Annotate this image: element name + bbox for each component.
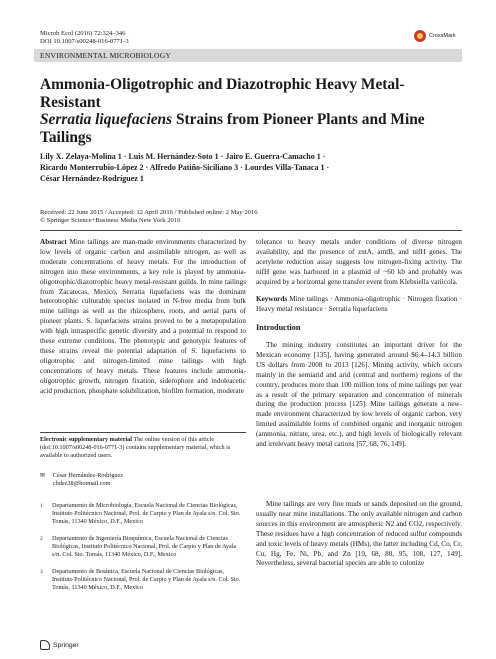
affiliation-number: 2 — [40, 536, 43, 542]
affiliation-2 — [40, 535, 246, 559]
authors-line-1: Lily X. Zelaya-Molina 1 · Luis M. Hernández-Soto 1 · Jairo E. Guerra-Camacho 1 · — [40, 152, 326, 161]
publication-dates — [40, 209, 460, 225]
publisher-logo — [40, 640, 79, 650]
esm-divider — [40, 432, 246, 433]
crossmark-icon — [414, 30, 426, 42]
introduction-heading: Introduction — [256, 323, 301, 332]
title-line-1: Ammonia-Oligotrophic and Diazotrophic Heavy Metal-Resistant — [40, 76, 405, 111]
email-icon: ✉ — [40, 472, 46, 479]
dates-line-1: Received: 22 June 2015 / Accepted: 12 April 2016 / Published online: 2 May 2016 — [40, 209, 258, 216]
correspondence — [40, 472, 246, 488]
introduction-para-1: The mining industry constitutes an important driver for the Mexican economy [135], having generated around $6.4–14.3 billion US dollars from 2008 to 2013 [126]. Mining activity, which occurs mainly in the semiarid and arid (central and northern) regions of the country, produces more than 100 million tons of mine tailings per year as a result of the primary separation and concentration of minerals during the production process [125]. Mine tailings generate a new-made environment characterized by low levels of organic carbon, very limited assimilable forms of combined organic and inorganic nitrogen (ammonia, nitrate, urea, etc.), and high levels of biologically relevant and irrelevant heavy metal cations [57, 68, 76, 149]. — [256, 341, 462, 449]
correspondent-email[interactable]: chdez38@hotmail.com — [53, 480, 111, 487]
affiliation-1 — [40, 502, 246, 526]
affiliation-number: 3 — [40, 569, 43, 575]
abstract-label: Abstract — [40, 238, 67, 246]
authors-line-2: Ricardo Monterrubio-López 2 · Alfredo Patiño-Siciliano 3 · Lourdes Villa-Tanaca 1 · — [40, 163, 330, 172]
abstract-continuation: tolerance to heavy metals under conditions of diverse nitrogen availability, and the presence of zntA, amtB, and nifH genes. The acetylene reduction assay suggests low nitrogen-fixing activity. The nifH gene was harbored in a plasmid of ~60 kb and probably was acquired by a horizontal gene transfer event from Klebsiella variicola. — [256, 238, 462, 286]
affiliation-text: Departamento de Botánica, Escuela Nacional de Ciencias Biológicas, Instituto Politécnico Nacional, Prol. de Carpio y Plan de Ayala s/n. Col. Sto. Tomás, 11340 México, D.F., Mexico — [52, 568, 241, 591]
esm-note — [40, 436, 246, 460]
doi: DOI 10.1007/s00248-016-0771-3 — [40, 38, 129, 45]
esm-label: Electronic supplementary material — [40, 436, 132, 443]
article-title — [40, 76, 460, 146]
abstract-text: Mine tailings are man-made environments characterized by low levels of organic carbon and assimilable nitrogen, as well as moderate concentrations of heavy metals. For the introduction of nitrogen into these environments, a key role is played by ammonia-oligotrophic/diazotrophic heavy metal-resistant guilds. In mine tailings from Zacatecas, Mexico, Serratia liquefaciens was the dominant heterotrophic culturable species isolated in N-free media from bulk mine tailings as well as the rhizosphere, roots, and aerial parts of pioneer plants. S. liquefaciens strains proved to be a metapopulation with high intraspecific genetic diversity and a potential to respond to these extreme conditions. The phenotypic and genotypic features of these strains reveal the potential adaptation of S. liquefaciens to oligotrophic and nitrogen-limited mine tailings with high concentrations of heavy metals. These features include ammonia-oligotrophic growth, nitrogen fixation, siderophore and indoleacetic acid production, phosphate solubilization, biofilm formation, moderate — [40, 238, 246, 395]
authors-line-3: César Hernández-Rodríguez 1 — [40, 174, 144, 183]
introduction-para-2: Mine tailings are very fine muds or sands deposited on the ground, usually near mine installations. The only available nitrogen and carbon sources in this environment are atmospheric N2 and CO2, respectively. These residues have a high concentration of reduced sulfur compounds and toxic levels of heavy metals (HMs), the latter including Cd, Co, Cr, Cu, Hg, Fe, Ni, Pb, and Zn [19, 68, 80, 95, 108, 127, 149]. Nevertheless, several bacterial species are able to colonize — [256, 500, 462, 568]
section-band — [34, 49, 462, 62]
keywords — [256, 295, 462, 315]
title-species: Serratia liquefaciens — [40, 111, 173, 128]
section-label: ENVIRONMENTAL MICROBIOLOGY — [40, 51, 172, 60]
author-list — [40, 151, 460, 184]
title-line-2-rest: Strains from Pioneer Plants and Mine — [172, 111, 425, 128]
esm-text[interactable]: The online version of this article (doi:10.1007/s00248-016-0771-3) contains supplementary material, which is available to authorized users. — [40, 436, 231, 459]
title-line-2 — [40, 111, 460, 129]
publisher-name: Springer — [53, 641, 79, 649]
divider — [40, 230, 462, 231]
title-line-3: Tailings — [40, 128, 92, 146]
crossmark-label: CrossMark — [429, 33, 456, 39]
springer-horse-icon — [40, 640, 50, 650]
journal-citation: Microb Ecol (2016) 72:324–346 — [40, 30, 126, 37]
affiliation-3 — [40, 568, 246, 592]
crossmark-badge[interactable] — [414, 30, 456, 42]
affiliation-text: Departamento de Microbiología, Escuela Nacional de Ciencias Biológicas, Instituto Politécnico Nacional, Prol. de Carpio y Plan de Ayala s/n. Col. Sto. Tomás, 11340 México, D.F., Mexico — [52, 502, 241, 525]
keywords-text: Mine tailings · Ammonia-oligotrophic · Nitrogen fixation · Heavy metal resistance · Serratia liquefaciens — [256, 295, 463, 313]
affiliation-number: 1 — [40, 503, 43, 509]
correspondent-name: César Hernández-Rodríguez — [52, 472, 123, 479]
dates-line-2: © Springer Science+Business Media New York 2016 — [40, 217, 181, 224]
affiliation-text: Departamento de Ingeniería Bioquímica, Escuela Nacional de Ciencias Biológicas, Instituto Politécnico Nacional, Prol. de Carpio y Plan de Ayala s/n. Col. Sto. Tomás, 11340 México, D.F., Mexico — [52, 535, 237, 558]
abstract — [40, 238, 246, 397]
keywords-label: Keywords — [256, 295, 288, 303]
